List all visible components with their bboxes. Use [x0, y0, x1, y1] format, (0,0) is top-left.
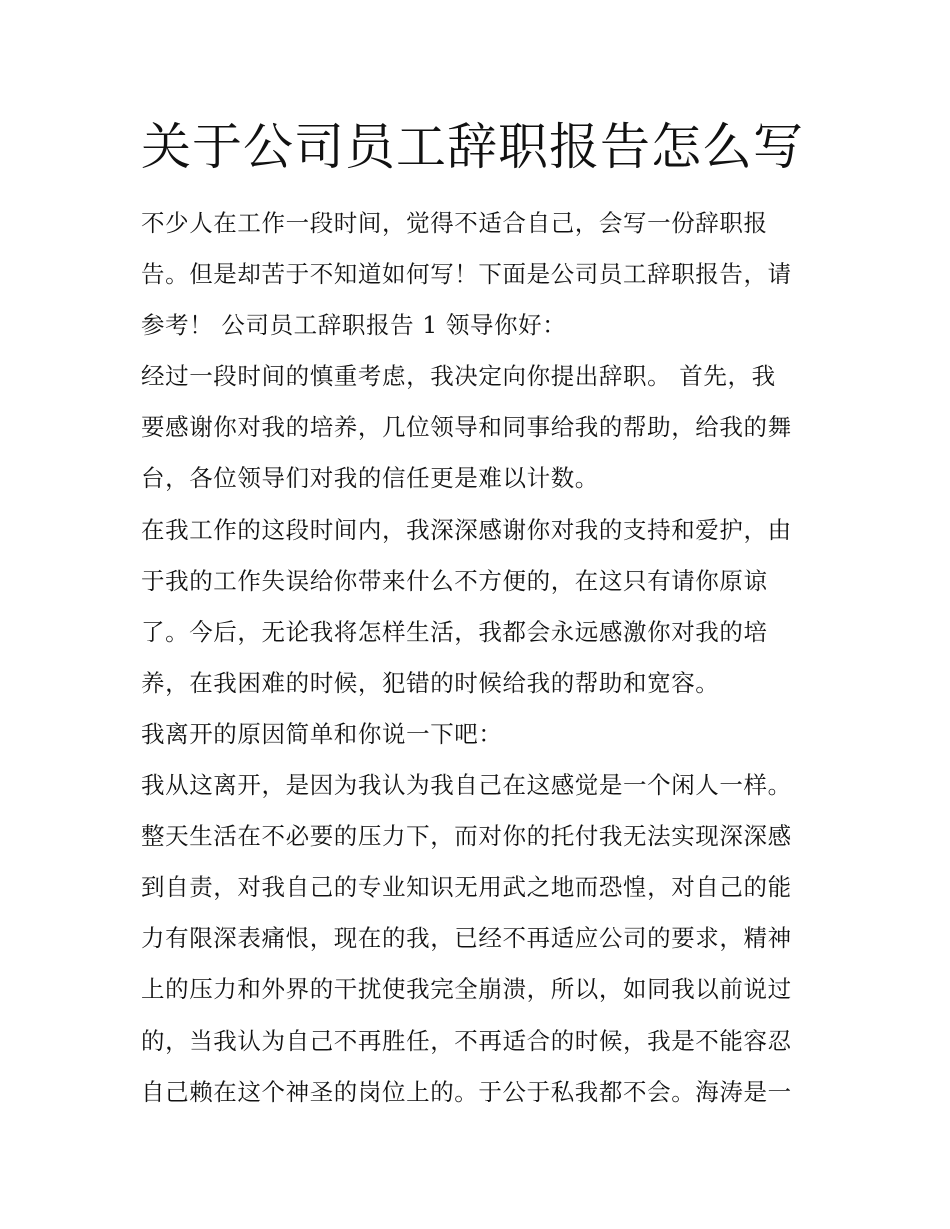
body-line: 不少人在工作一段时间，觉得不适合自己，会写一份辞职报 — [141, 209, 768, 237]
body-line: 参考！ 公司员工辞职报告 1 领导你好： — [141, 311, 567, 340]
document-title: 关于公司员工辞职报告怎么写 — [141, 118, 804, 176]
body-line: 的，当我认为自己不再胜任，不再适合的时候，我是不能容忍 — [141, 1026, 792, 1055]
body-line: 到自责，对我自己的专业知识无用武之地而恐惶，对自己的能 — [141, 873, 792, 902]
body-line: 台，各位领导们对我的信任更是难以计数。 — [141, 464, 599, 493]
body-line: 我从这离开，是因为我认为我自己在这感觉是一个闲人一样。 — [141, 771, 792, 800]
body-line: 在我工作的这段时间内，我深深感谢你对我的支持和爱护，由 — [141, 515, 792, 544]
body-line: 我离开的原因简单和你说一下吧： — [141, 719, 503, 748]
body-line: 自己赖在这个神圣的岗位上的。于公于私我都不会。海涛是一 — [141, 1077, 792, 1106]
body-line: 力有限深表痛恨，现在的我，已经不再适应公司的要求，精神 — [141, 924, 792, 953]
body-line: 经过一段时间的慎重考虑，我决定向你提出辞职。 首先，我 — [141, 362, 776, 391]
body-line: 要感谢你对我的培养，几位领导和同事给我的帮助，给我的舞 — [141, 413, 792, 442]
body-line: 整天生活在不必要的压力下，而对你的托付我无法实现深深感 — [141, 822, 792, 851]
body-line: 养，在我困难的时候，犯错的时候给我的帮助和宽容。 — [141, 668, 720, 697]
body-line: 了。今后，无论我将怎样生活，我都会永远感激你对我的培 — [141, 617, 768, 646]
body-line: 告。但是却苦于不知道如何写！下面是公司员工辞职报告，请 — [141, 260, 792, 289]
document-body — [141, 198, 821, 1118]
body-line: 于我的工作失误给你带来什么不方便的，在这只有请你原谅 — [141, 566, 768, 595]
body-line: 上的压力和外界的干扰使我完全崩溃，所以，如同我以前说过 — [141, 975, 792, 1004]
